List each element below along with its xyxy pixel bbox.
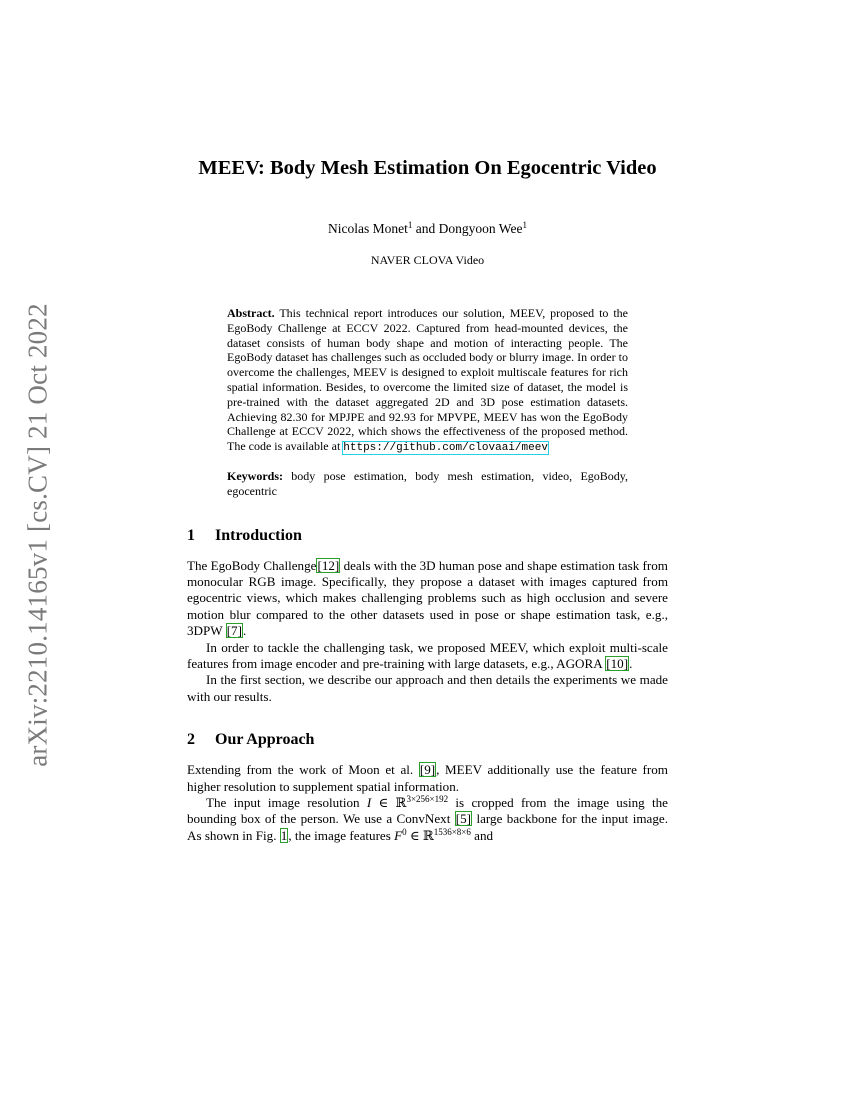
abstract-label: Abstract.: [227, 306, 275, 320]
math-superscript: 0: [402, 826, 407, 837]
text-run: , MEEV additionally use the feature from higher resolution to supplement spatial information.: [187, 762, 668, 794]
author-name: Dongyoon Wee: [438, 221, 523, 236]
text-run: In order to tackle the challenging task, we proposed MEEV, which exploit multi-scale features from image encoder and pre-training with large datasets, e.g., AGORA: [187, 639, 668, 671]
keywords-text: body pose estimation, body mesh estimation, video, EgoBody, egocentric: [227, 468, 628, 498]
text-run: , the image features: [288, 827, 395, 843]
section-number: 1: [187, 526, 195, 544]
text-run: The EgoBody Challenge: [187, 557, 317, 573]
section-number: 2: [187, 731, 195, 749]
citation-link[interactable]: [5]: [455, 811, 472, 827]
section-title: Introduction: [215, 526, 302, 544]
abstract: [227, 306, 628, 456]
text-run: Extending from the work of Moon et al.: [187, 762, 419, 778]
code-url-link[interactable]: https://github.com/clovaai/meev: [343, 442, 548, 455]
math-symbol: I: [366, 795, 372, 811]
paragraph: [187, 558, 668, 640]
citation-link[interactable]: [12]: [317, 557, 340, 573]
text-run: is cropped from the image using the bounding box of the person. We use a ConvNext: [187, 795, 668, 827]
text-run: .: [629, 656, 633, 671]
author-name: Nicolas Monet: [328, 221, 408, 236]
section-heading-introduction: [187, 527, 668, 545]
affiliation: NAVER CLOVA Video: [370, 253, 485, 267]
text-run: .: [242, 623, 247, 639]
math-text: ∈ ℝ: [406, 827, 434, 843]
paragraph: [187, 640, 668, 673]
approach-body: [187, 762, 668, 844]
math-symbol: F: [394, 827, 403, 843]
paragraph: [187, 762, 668, 795]
section-title: Our Approach: [215, 731, 315, 749]
section-heading-our-approach: [187, 731, 668, 749]
citation-link[interactable]: [9]: [419, 762, 436, 778]
keywords-label: Keywords:: [227, 468, 283, 483]
math-text: ∈ ℝ: [371, 795, 407, 811]
figure-link[interactable]: 1: [280, 827, 288, 843]
paragraph: [187, 795, 668, 844]
introduction-body: [187, 558, 668, 706]
arxiv-sidebar-stamp: arXiv:2210.14165v1 [cs.CV] 21 Oct 2022: [22, 303, 53, 767]
abstract-text: This technical report introduces our solution, MEEV, proposed to the EgoBody Challenge at ECCV 2022. Captured from head-mounted devices, the dataset consists of human body shape and motion of interacting people. The EgoBody dataset has challenges such as occluded body or blurry image. In order to overcome the challenges, MEEV is designed to exploit multiscale features for rich spatial information. Besides, to overcome the limited size of dataset, the model is pre-trained with the dataset aggregated 2D and 3D pose estimation datasets. Achieving 82.30 for MPJPE and 92.93 for MPVPE, MEEV has won the EgoBody Challenge at ECCV 2022, which shows the effectiveness of the proposed method. The code is available at: [227, 306, 628, 454]
text-run: The input image resolution: [206, 795, 367, 811]
text-run: deals with the 3D human pose and shape estimation task from monocular RGB image. Specifically, they propose a dataset with images captured from egocentric views, which makes challenging problems such as high occlusion and severe motion blur compared to the other datasets used in pose or shape estimation task, e.g., 3DPW: [187, 557, 668, 639]
author-line: [187, 221, 668, 237]
paper-page: [187, 155, 668, 844]
paper-title: MEEV: Body Mesh Estimation On Egocentric Video: [198, 157, 657, 179]
keywords: [227, 469, 628, 499]
math-superscript: 1536×8×6: [433, 826, 471, 837]
citation-link[interactable]: [10]: [606, 656, 629, 671]
paragraph: In the first section, we describe our approach and then details the experiments we made with our results.: [187, 672, 668, 704]
affiliation-marker: 1: [522, 220, 527, 230]
text-run: and: [470, 827, 494, 843]
author-connector: and: [412, 221, 439, 236]
citation-link[interactable]: [7]: [226, 623, 242, 639]
affiliation-marker: 1: [407, 220, 413, 230]
text-run: large backbone for the input image. As shown in Fig.: [187, 811, 668, 843]
math-superscript: 3×256×192: [406, 794, 449, 805]
